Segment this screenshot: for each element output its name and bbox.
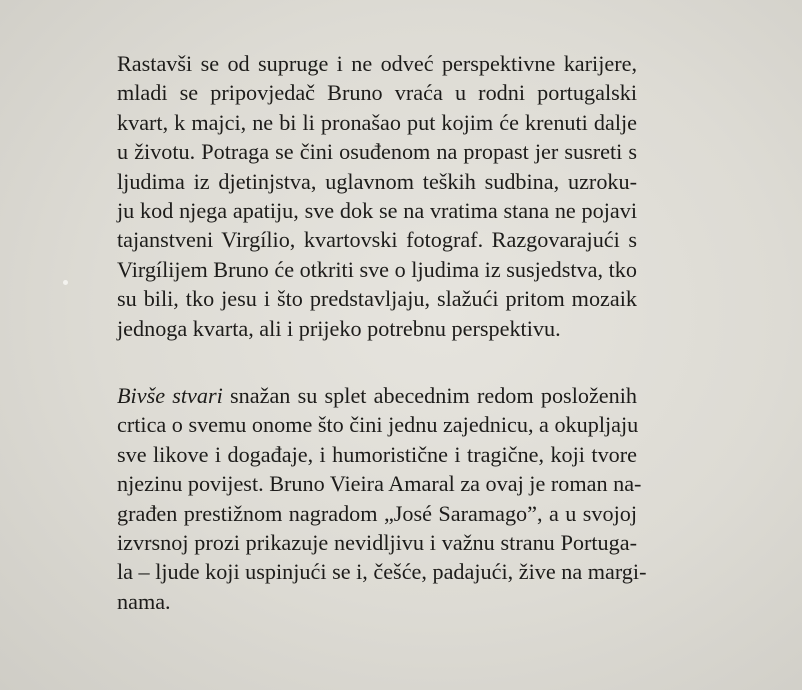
- text-line: ju kod njega apatiju, sve dok se na vratima stana ne pojavi: [117, 197, 637, 223]
- text-line: crtica o svemu onome što čini jednu zajednicu, a okupljaju: [117, 412, 639, 438]
- text-line-rest: snažan su splet abecednim redom posloženih: [222, 383, 638, 408]
- text-line: građen prestižnom nagradom „José Saramago”, a u svojoj: [117, 500, 637, 526]
- text-line: u životu. Potraga se čini osuđenom na propast jer susreti s: [117, 139, 637, 165]
- text-line: sve likove i događaje, i humoristične i tragične, koji tvore: [117, 441, 637, 467]
- text-line: la – ljude koji uspinjući se i, češće, padajući, žive na margi-: [117, 559, 647, 585]
- text-line: nama.: [117, 588, 171, 614]
- text-line: ljudima iz djetinjstva, uglavnom teških sudbina, uzroku-: [117, 168, 637, 194]
- book-title: Bivše stvari: [117, 383, 223, 408]
- text-line: jednoga kvarta, ali i prijeko potrebnu perspektivu.: [117, 315, 561, 341]
- text-line: Virgílijem Bruno će otkriti sve o ljudima iz susjedstva, tko: [117, 256, 637, 282]
- text-line: mladi se pripovjedač Bruno vraća u rodni portugalski: [117, 80, 637, 106]
- text-line: njezinu povijest. Bruno Vieira Amaral za ovaj je roman na-: [117, 471, 642, 497]
- paper-speck: [63, 280, 68, 285]
- text-line: Rastavši se od supruge i ne odveć perspektivne karijere,: [117, 51, 637, 76]
- text-line: [117, 381, 637, 410]
- synopsis-paragraph-1: [117, 49, 637, 343]
- text-line: kvart, k majci, ne bi li pronašao put kojim će krenuti dalje: [117, 109, 637, 135]
- text-line: izvrsnoj prozi prikazuje nevidljivu i važnu stranu Portuga-: [117, 529, 637, 555]
- synopsis-paragraph-2: [117, 381, 647, 616]
- text-line: tajanstveni Virgílio, kvartovski fotograf. Razgovarajući s: [117, 227, 637, 253]
- text-line: su bili, tko jesu i što predstavljaju, slažući pritom mozaik: [117, 286, 637, 312]
